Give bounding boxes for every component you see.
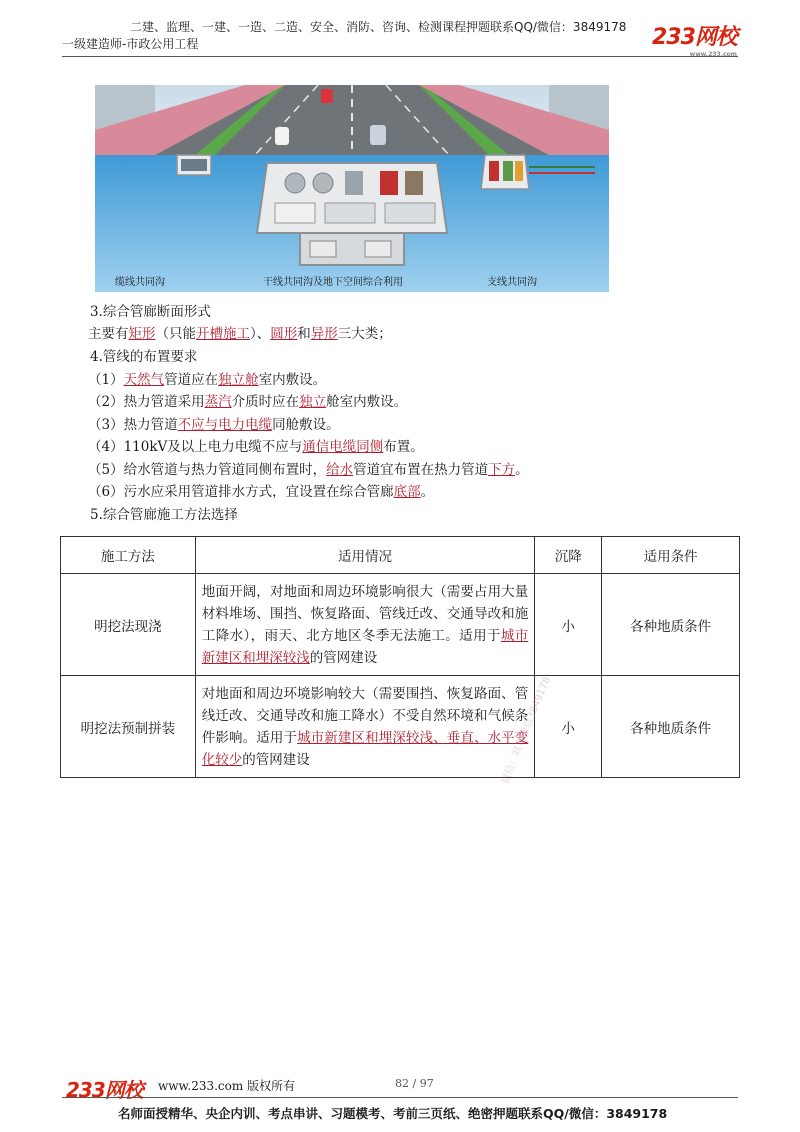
- text-segment: 管道应在: [164, 372, 219, 388]
- highlight-term: 矩形: [128, 326, 156, 342]
- highlight-term: 开槽施工: [196, 326, 250, 342]
- text-segment: 的管网建设: [309, 649, 378, 666]
- settlement-cell: 小: [535, 574, 602, 676]
- condition-cell: 各种地质条件: [602, 676, 740, 778]
- highlight-term: 独立舱: [218, 372, 259, 388]
- highlight-term: 独立: [299, 394, 327, 410]
- header-method: 施工方法: [61, 537, 196, 574]
- construction-method-table: [60, 536, 740, 778]
- text-segment: （只能: [155, 326, 196, 342]
- requirement-item-3: [88, 414, 340, 437]
- text-segment: 介质时应在: [231, 394, 300, 410]
- header-promo-line: 二建、监理、一建、一造、二造、安全、消防、咨询、检测课程押题联系QQ/微信：3849178: [130, 20, 627, 34]
- situation-cell: [195, 676, 534, 778]
- text-segment: （6）污水应采用管道排水方式，宜设置在综合管廊: [88, 484, 394, 500]
- text-segment: 和: [297, 326, 311, 342]
- highlight-term: 给水: [326, 462, 354, 478]
- text-segment: 主要有: [88, 326, 129, 342]
- table-header-row: [61, 537, 740, 574]
- section-5-title: 5.综合管廊施工方法选择: [90, 507, 238, 523]
- highlight-term: 天然气: [123, 372, 165, 388]
- utility-tunnel-illustration: [95, 85, 609, 292]
- settlement-cell: 小: [535, 676, 602, 778]
- highlight-term: 异形: [310, 326, 338, 342]
- text-segment: 。: [515, 462, 529, 478]
- table-row: [61, 574, 740, 676]
- brand-logo: [652, 20, 737, 58]
- highlight-term: 下方: [488, 462, 516, 478]
- text-segment: （3）热力管道: [88, 417, 178, 433]
- highlight-term: 通信电缆同侧: [302, 439, 384, 455]
- highlight-term: 圆形: [270, 326, 298, 342]
- text-segment: 。: [420, 484, 435, 500]
- text-segment: 对地面和周边环境影响较大（需要围挡、恢复路面、管线迁改、交通导改和施工降水）不受自然环境和气候条件影响。适用于: [201, 685, 529, 746]
- table-row: [61, 676, 740, 778]
- text-segment: 舱室内敷设。: [326, 394, 408, 410]
- logo-url: www.233.com: [689, 51, 737, 58]
- requirement-item-4: [88, 436, 424, 459]
- header-situation: 适用情况: [195, 537, 534, 574]
- text-segment: ）、: [250, 326, 271, 342]
- text-segment: 布置。: [383, 439, 424, 455]
- text-segment: （1）: [88, 372, 124, 388]
- text-segment: 室内敷设。: [258, 372, 327, 388]
- text-segment: （4）110kV及以上电力电缆不应与: [88, 439, 303, 455]
- watermark-text: 微信：联系微信3849178: [499, 675, 553, 786]
- illus-label-cable-trench: 缆线共同沟: [115, 277, 165, 288]
- method-cell: 明挖法预制拼装: [61, 676, 196, 778]
- highlight-term: 蒸汽: [204, 394, 232, 410]
- highlight-term: 城市新建区和埋深较浅、垂直、水平变化较少: [201, 729, 529, 768]
- header-divider: [62, 56, 738, 57]
- requirement-item-1: [88, 369, 326, 392]
- header-condition: 适用条件: [602, 537, 740, 574]
- situation-cell: [195, 574, 534, 676]
- text-segment: （2）热力管道采用: [88, 394, 205, 410]
- document-subtitle: 一级建造师-市政公用工程: [62, 37, 199, 51]
- text-segment: 同舱敷设。: [272, 417, 340, 433]
- section-4-title: 4.管线的布置要求: [90, 349, 198, 365]
- requirement-item-6: [88, 481, 434, 504]
- section-3-line: [88, 323, 392, 346]
- text-segment: 三大类；: [337, 326, 392, 342]
- highlight-term: 城市新建区和埋深较浅: [201, 627, 529, 666]
- illus-label-trunk-tunnel: 干线共同沟及地下空间综合利用: [263, 277, 403, 288]
- condition-cell: 各种地质条件: [602, 574, 740, 676]
- page-number: 82 / 97: [395, 1077, 434, 1090]
- highlight-term: 底部: [393, 484, 421, 500]
- method-cell: 明挖法现浇: [61, 574, 196, 676]
- header-settlement: 沉降: [535, 537, 602, 574]
- footer-copyright: www.233.com 版权所有: [158, 1079, 296, 1093]
- footer-brand-logo: 233网校: [66, 1078, 143, 1102]
- footer-divider: [62, 1097, 738, 1098]
- illus-label-branch-tunnel: 支线共同沟: [487, 277, 537, 288]
- text-segment: 地面开阔，对地面和周边环境影响很大（需要占用大量材料堆场、围挡、恢复路面、管线迁改、交通导改和施工降水），雨天、北方地区冬季无法施工。适用于: [201, 583, 529, 644]
- footer-promo-line: 名师面授精华、央企内训、考点串讲、习题模考、考前三页纸、绝密押题联系QQ/微信：3849178: [118, 1106, 668, 1121]
- requirement-item-2: [88, 391, 407, 414]
- highlight-term: 不应与电力电缆: [177, 417, 273, 433]
- requirement-item-5: [88, 459, 529, 482]
- text-segment: 的管网建设: [242, 751, 310, 768]
- section-3-title: 3.综合管廊断面形式: [90, 304, 211, 320]
- text-segment: （5）给水管道与热力管道同侧布置时，: [88, 462, 327, 478]
- text-segment: 管道宜布置在热力管道: [353, 462, 489, 478]
- logo-text: 233网校: [652, 25, 737, 50]
